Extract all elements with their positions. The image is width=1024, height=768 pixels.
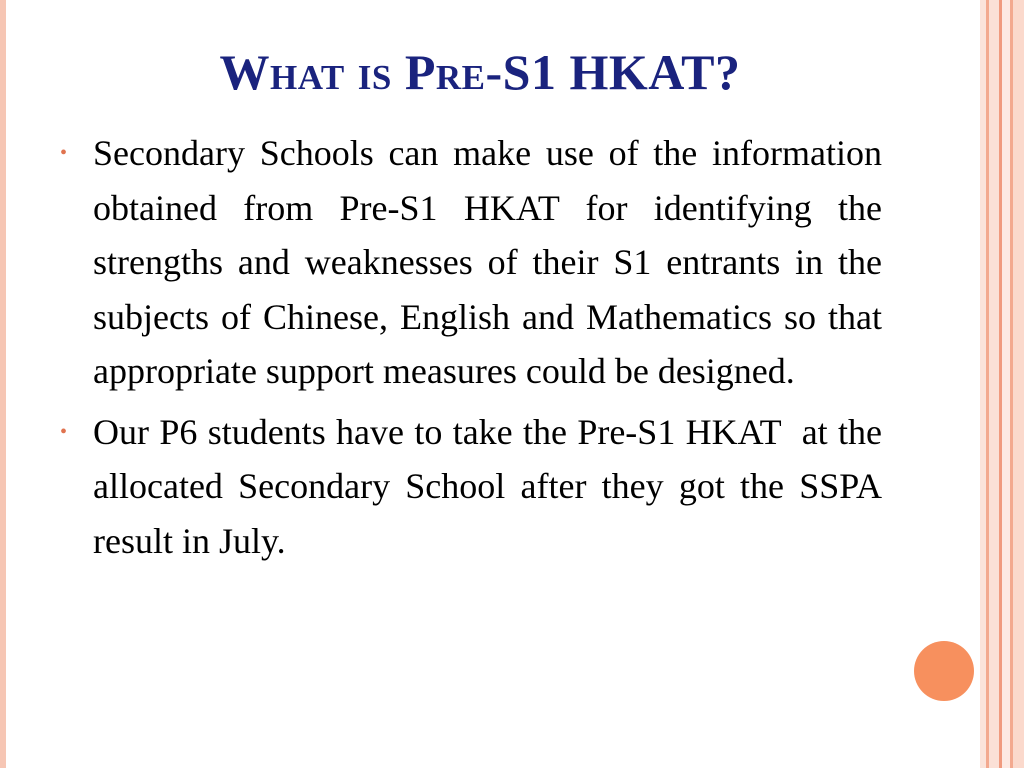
bullet-dot-icon: • xyxy=(60,420,68,443)
bullet-item xyxy=(60,126,891,399)
bullet-text: Secondary Schools can make use of the information obtained from Pre-S1 HKAT for identifying the strengths and weaknesses of their S1 entrants in the subjects of Chinese, English and Mathematics so that appropriate support measures could be designed. xyxy=(93,133,891,391)
bullet-item xyxy=(60,405,891,569)
accent-circle xyxy=(914,641,974,701)
bullet-list xyxy=(60,126,891,574)
bullet-dot-icon: • xyxy=(60,142,68,164)
stripe xyxy=(1002,0,1010,768)
right-decorative-stripes xyxy=(980,0,1024,768)
stripe xyxy=(989,0,999,768)
bullet-text: Our P6 students have to take the Pre-S1 HKAT at the allocated Secondary School after they got the SSPA result in July. xyxy=(93,411,891,561)
slide-title: What is Pre-S1 HKAT? xyxy=(219,44,741,100)
stripe xyxy=(1013,0,1024,768)
left-border xyxy=(0,0,6,768)
